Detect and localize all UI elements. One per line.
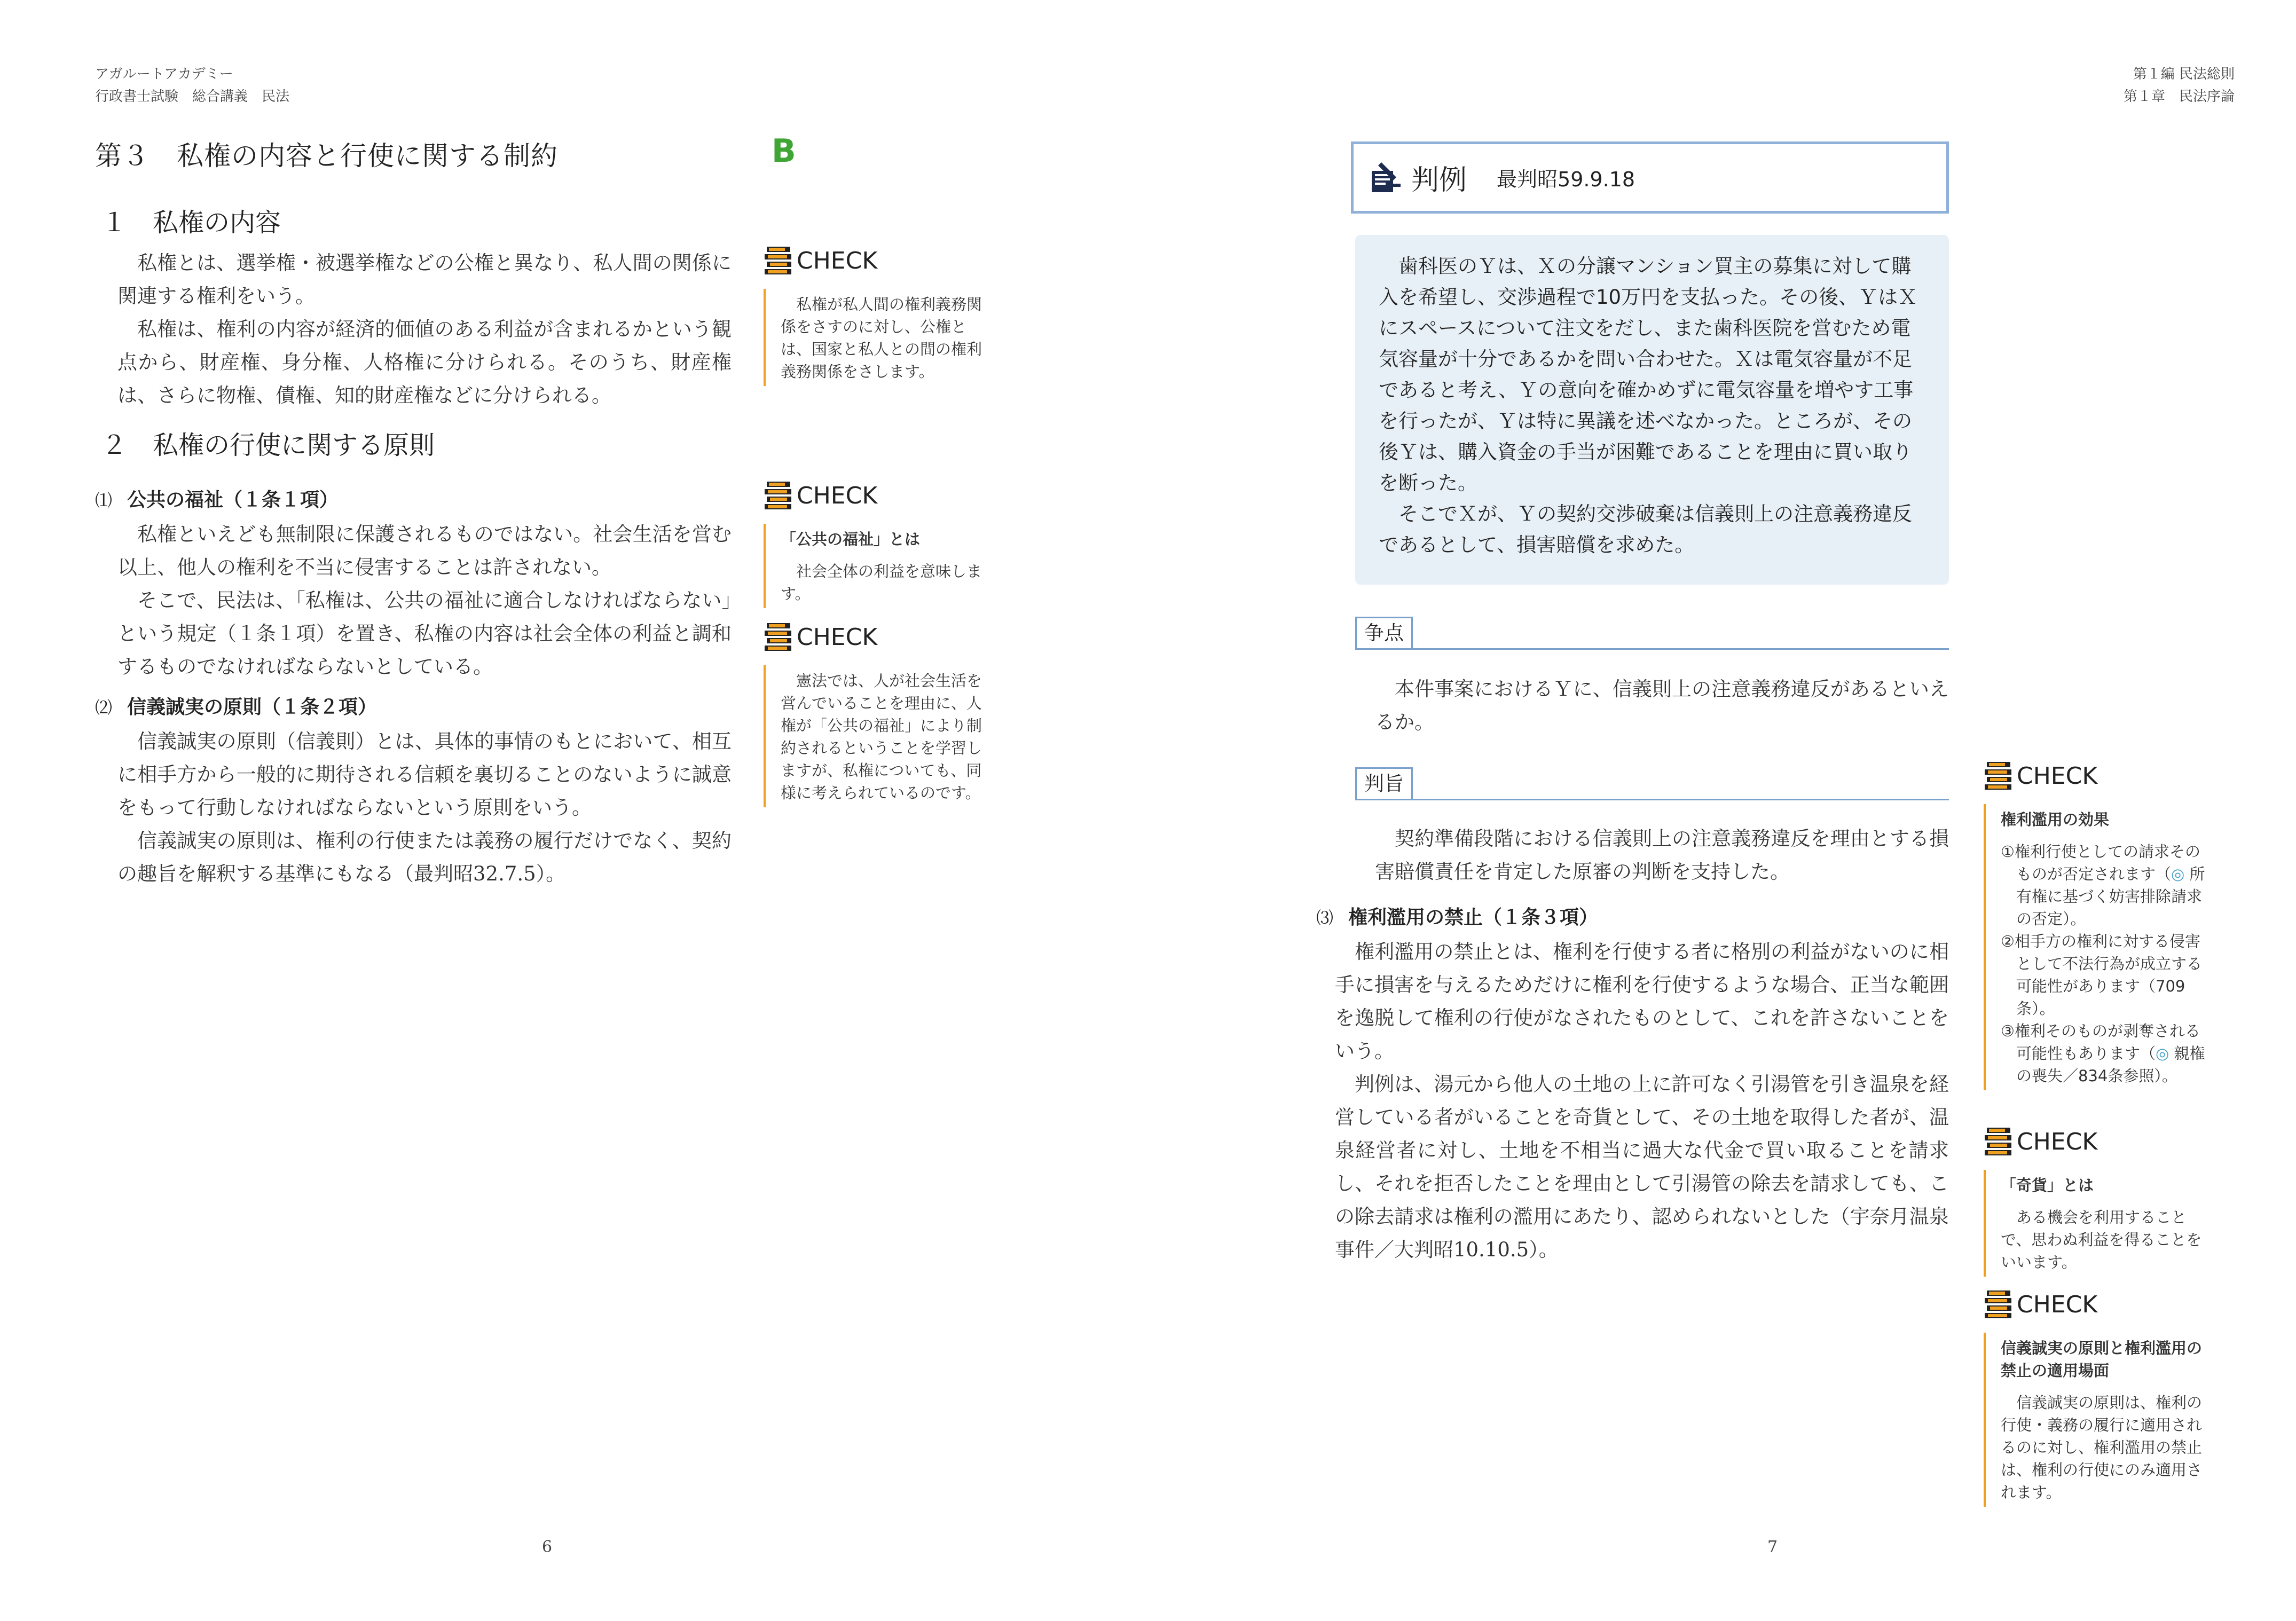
item-number: ⑵ bbox=[95, 697, 113, 718]
book-stack-icon bbox=[1984, 1287, 2015, 1321]
check-body bbox=[1984, 1170, 2213, 1277]
header-course: 行政書士試験 総合講義 民法 bbox=[95, 89, 290, 105]
check-header bbox=[764, 243, 993, 278]
item-number: ⑶ bbox=[1316, 908, 1334, 928]
check-body bbox=[764, 524, 993, 608]
paragraph: 私権は、権利の内容が経済的価値のある利益が含まれるかという観点から、財産権、身分権、人格権に分けられる。そのうち、財産権は、さらに物権、債権、知的財産権などに分けられる。 bbox=[117, 318, 732, 407]
check-note-5 bbox=[1984, 1124, 2213, 1277]
book-stack-icon bbox=[764, 478, 795, 513]
subsection-body-1 bbox=[117, 247, 732, 412]
item-title-2 bbox=[95, 692, 377, 719]
check-label: CHECK bbox=[797, 623, 878, 651]
holding-header bbox=[1355, 767, 1949, 800]
header-publisher: アガルートアカデミー bbox=[95, 66, 233, 82]
issue-label: 争点 bbox=[1355, 617, 1413, 650]
paragraph: 信義誠実の原則（信義則）とは、具体的事情のもとにおいて、相互に相手方から一般的に期待される信頼を裏切ることのないように誠意をもって行動しなければならないという原則をいう。 bbox=[117, 730, 732, 819]
issue-body bbox=[1375, 673, 1949, 739]
paragraph: 私権といえども無制限に保護されるものではない。社会生活を営む以上、他人の権利を不当に侵害することは許されない。 bbox=[117, 523, 732, 579]
issue-header bbox=[1355, 617, 1949, 650]
check-header bbox=[1984, 1124, 2213, 1159]
check-body bbox=[764, 289, 993, 386]
item-title-3 bbox=[1316, 902, 1598, 930]
page-number-left: 6 bbox=[542, 1538, 553, 1556]
item-body-2 bbox=[117, 725, 732, 891]
item-number: ⑴ bbox=[95, 490, 113, 510]
check-label: CHECK bbox=[2017, 1290, 2098, 1318]
divider bbox=[1413, 799, 1949, 800]
check-header bbox=[764, 619, 993, 655]
page-number-right: 7 bbox=[1767, 1538, 1778, 1556]
paragraph: 信義誠実の原則は、権利の行使または義務の履行だけでなく、契約の趣旨を解釈する基準にもなる（最判昭32.7.5）。 bbox=[117, 829, 732, 885]
check-text: 社会全体の利益を意味します。 bbox=[781, 562, 982, 603]
paragraph: 歯科医のＹは、Ｘの分譲マンション買主の募集に対して購入を希望し、交渉過程で10万円を支払った。その後、ＹはＸにスペースについて注文をだし、また歯科医院を営むため電気容量が十分であるかを問い合わせた。Ｘは電気容量が不足であると考え、Ｙの意向を確かめずに電気容量を増やす工事を行ったが、Ｙは特に異議を述べなかった。ところが、その後Ｙは、購入資金の手当が困難であることを理由に買い取りを断った。 bbox=[1379, 255, 1918, 494]
item-title-text: 公共の福祉（１条１項） bbox=[127, 489, 339, 511]
check-header bbox=[1984, 758, 2213, 793]
list-item-text: 親権の喪失／834条参照）。 bbox=[2016, 1044, 2205, 1085]
header-left bbox=[95, 63, 289, 108]
check-body bbox=[764, 665, 993, 807]
case-tag: 判例 bbox=[1411, 164, 1467, 196]
check-note-2 bbox=[764, 478, 993, 608]
check-label: CHECK bbox=[2017, 762, 2098, 790]
paragraph: 判例は、湯元から他人の土地の上に許可なく引湯管を引き温泉を経営している者がいることを奇貨として、その土地を取得した者が、温泉経営者に対し、土地を不相当に過大な代金で買い取ることを請求し、それを拒否したことを理由として引湯管の除去を請求しても、この除去請求は権利の濫用にあたり、認められないとした（宇奈月温泉事件／大判昭10.10.5）。 bbox=[1335, 1073, 1949, 1261]
book-stack-icon bbox=[764, 620, 795, 654]
check-note-6 bbox=[1984, 1287, 2213, 1507]
check-title: 権利濫用の効果 bbox=[2001, 810, 2110, 829]
grade-badge: B bbox=[772, 132, 796, 170]
divider bbox=[1413, 648, 1949, 650]
list-item bbox=[2001, 1020, 2213, 1087]
item-body-1 bbox=[117, 518, 732, 683]
list-item bbox=[2001, 930, 2213, 1020]
check-label: CHECK bbox=[797, 482, 878, 509]
paragraph: 権利濫用の禁止とは、権利を行使する者に格別の利益がないのに相手に損害を与えるためだけに権利を行使するような場合、正当な範囲を逸脱して権利の行使がなされたものとして、これを許さないことをいう。 bbox=[1335, 940, 1949, 1063]
list-item-text: ②相手方の権利に対する侵害として不法行為が成立する可能性があります（709条）。 bbox=[2001, 932, 2203, 1018]
check-text: 信義誠実の原則は、権利の行使・義務の履行に適用されるのに対し、権利濫用の禁止は、権利の行使にのみ適用されます。 bbox=[2001, 1394, 2203, 1501]
case-header bbox=[1351, 141, 1949, 214]
list-item-text: ①権利行使としての請求そのものが否定されます（ bbox=[2001, 843, 2200, 883]
item-title-1 bbox=[95, 485, 339, 512]
paragraph: 契約準備段階における信義則上の注意義務違反を理由とする損害賠償責任を肯定した原審の判断を支持した。 bbox=[1375, 827, 1949, 883]
item-body-3 bbox=[1335, 935, 1949, 1266]
paragraph: 本件事案におけるＹに、信義則上の注意義務違反があるといえるか。 bbox=[1375, 678, 1949, 734]
gavel-book-icon bbox=[1370, 160, 1402, 195]
check-note-4 bbox=[1984, 758, 2213, 1090]
item-title-text: 信義誠実の原則（１条２項） bbox=[127, 696, 378, 718]
section-title: 第３ 私権の内容と行使に関する制約 bbox=[95, 140, 558, 171]
paragraph: そこで、民法は、「私権は、公共の福祉に適合しなければならない」という規定（１条１項）を置き、私権の内容は社会全体の利益と調和するものでなければならないとしている。 bbox=[117, 589, 732, 678]
header-part: 第１編 民法総則 bbox=[2133, 66, 2235, 82]
subsection-title-2: ２ 私権の行使に関する原則 bbox=[101, 430, 435, 460]
check-body bbox=[1984, 1333, 2213, 1507]
book-stack-icon bbox=[1984, 1124, 2015, 1159]
check-title: 「奇貨」とは bbox=[2001, 1176, 2094, 1194]
book-stack-icon bbox=[764, 243, 795, 278]
case-facts bbox=[1355, 235, 1949, 585]
subsection-title-1: １ 私権の内容 bbox=[101, 208, 281, 238]
paragraph: そこでＸが、Ｙの契約交渉破棄は信義則上の注意義務違反であるとして、損害賠償を求めた。 bbox=[1379, 502, 1912, 556]
book-stack-icon bbox=[1984, 759, 2015, 793]
check-title: 信義誠実の原則と権利濫用の禁止の適用場面 bbox=[2001, 1339, 2203, 1380]
check-title: 「公共の福祉」とは bbox=[781, 530, 921, 548]
check-label: CHECK bbox=[797, 247, 878, 274]
check-body bbox=[1984, 804, 2213, 1090]
item-title-text: 権利濫用の禁止（１条３項） bbox=[1348, 907, 1599, 928]
list-item-text: ③権利そのものが剥奪される可能性もあります（ bbox=[2001, 1022, 2200, 1063]
check-text: ある機会を利用することで、思わぬ利益を得ることをいいます。 bbox=[2001, 1208, 2202, 1271]
header-chapter: 第１章 民法序論 bbox=[2123, 89, 2235, 105]
header-right bbox=[2124, 63, 2235, 108]
check-label: CHECK bbox=[2017, 1128, 2098, 1155]
check-header bbox=[1984, 1287, 2213, 1322]
list-item-text: 所有権に基づく妨害排除請求の否定）。 bbox=[2016, 865, 2205, 928]
paragraph: 私権とは、選挙権・被選挙権などの公権と異なり、私人間の関係に関連する権利をいう。 bbox=[117, 251, 732, 308]
holding-label: 判旨 bbox=[1355, 767, 1413, 800]
reference-icon: ◎ bbox=[2171, 865, 2185, 883]
effects-list bbox=[2001, 840, 2213, 1087]
check-text: 憲法では、人が社会生活を営んでいることを理由に、人権が「公共の福祉」により制約されるということを学習しますが、私権についても、同様に考えられているのです。 bbox=[781, 672, 982, 802]
list-item bbox=[2001, 840, 2213, 930]
check-note-3 bbox=[764, 619, 993, 807]
reference-icon: ◎ bbox=[2156, 1044, 2169, 1063]
holding-body bbox=[1375, 822, 1949, 888]
check-text: 私権が私人間の権利義務関係をさすのに対し、公権とは、国家と私人との間の権利義務関係をさします。 bbox=[781, 295, 982, 381]
case-citation: 最判昭59.9.18 bbox=[1497, 168, 1635, 191]
check-header bbox=[764, 478, 993, 513]
check-note-1 bbox=[764, 243, 993, 386]
